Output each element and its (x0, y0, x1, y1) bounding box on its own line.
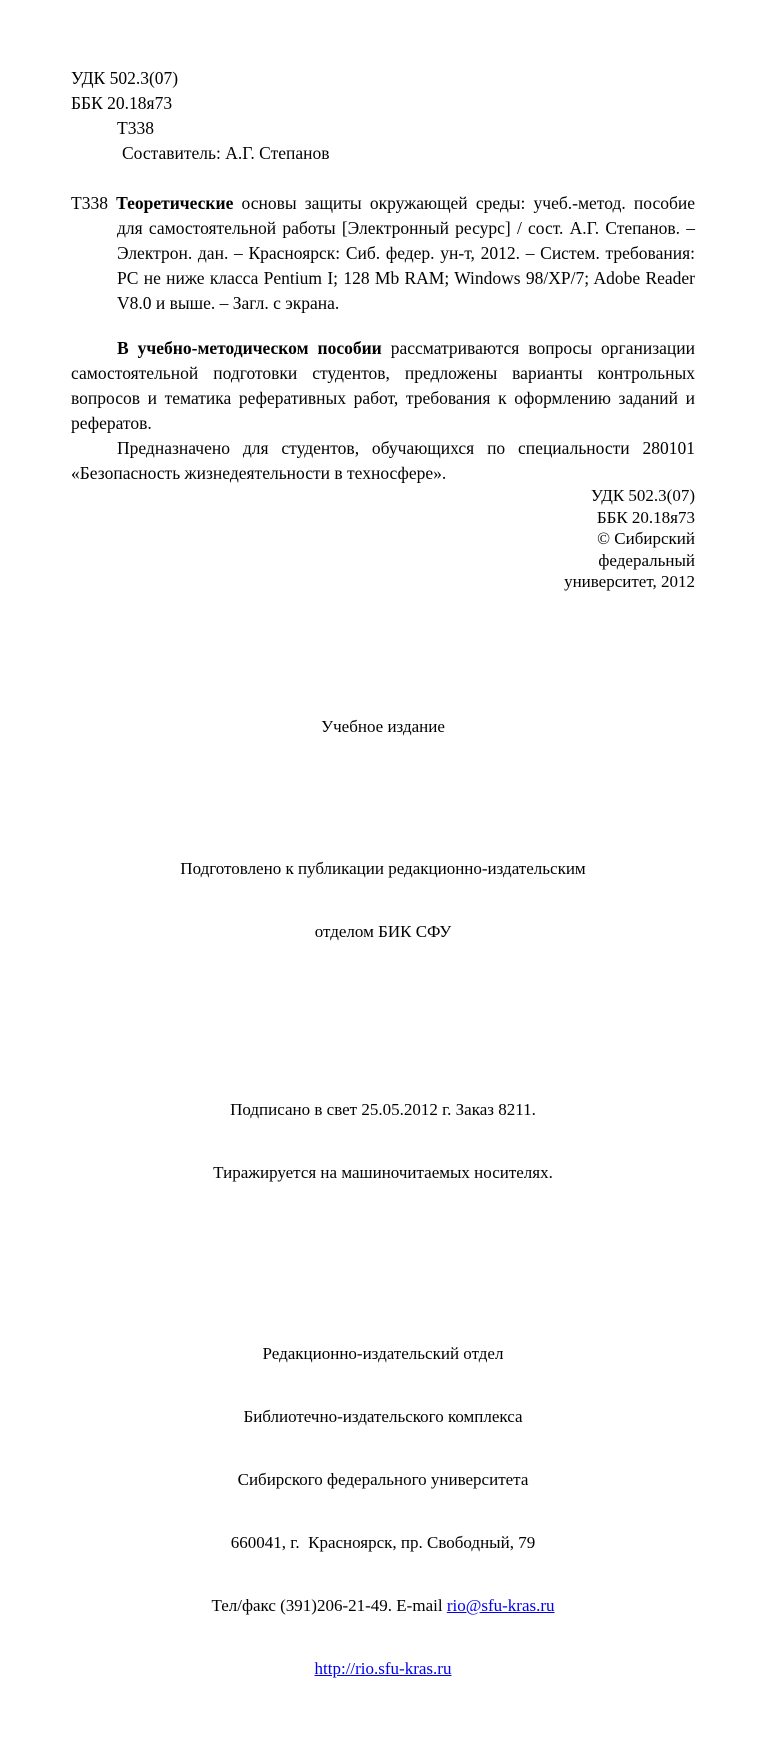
annotation-paragraph-1 (71, 336, 695, 436)
biblio-title-bold: Теоретические (116, 193, 234, 213)
bibliographic-record (71, 191, 695, 316)
annotation (71, 336, 695, 486)
publisher-line: Библиотечно-издательского комплекса (243, 1407, 523, 1426)
edition-type: Учебное издание (321, 717, 445, 736)
biblio-author-sign: Т338 (71, 193, 108, 213)
biblio-text: основы защиты окружающей среды: учеб.-метод. пособие для самостоятельной работы [Электронный ресурс] / сост. А.Г. Степанов. – Электрон. дан. – Красноярск: Сиб. федер. ун-т, 2012. – Систем. требования: PC не ниже класса Pentium I; 128 Mb RAM; Windows 98/XP/7; Adobe Reader V8.0 и выше. – Загл. с экрана. (117, 193, 696, 313)
annotation-paragraph-2: Предназначено для студентов, обучающихся по специальности 280101 «Безопасность жизнедеятельности в техносфере». (71, 438, 695, 483)
website-line (71, 1658, 695, 1679)
prepared-by-block (71, 816, 695, 984)
copyright-line: © Сибирский (597, 529, 695, 548)
signed-to-print-block (71, 1057, 695, 1225)
prepared-line: отделом БИК СФУ (314, 922, 452, 941)
prepared-line: Подготовлено к публикации редакционно-издательским (180, 859, 586, 878)
copyright-line: университет, 2012 (564, 572, 695, 591)
annotation-bold-lead: В учебно-методическом пособии (117, 338, 382, 358)
copyright-udc-code: УДК 502.3(07) (590, 486, 695, 505)
compiler-line: Составитель: А.Г. Степанов (122, 143, 330, 163)
copyright-bbk-code: ББК 20.18я73 (596, 507, 695, 527)
copyright-block (71, 485, 695, 593)
publisher-block (71, 1301, 695, 1721)
signed-line: Подписано в свет 25.05.2012 г. Заказ 8211. (230, 1100, 536, 1119)
annotation-paragraph-1-text: рассматриваются вопросы организации самостоятельной подготовки студентов, предложены варианты контрольных вопросов и тематика реферативных работ, требования к оформлению заданий и рефератов. (71, 338, 695, 433)
author-sign: Т338 (117, 118, 154, 138)
bbk-code: ББК 20.18я73 (71, 93, 173, 113)
classification-codes (71, 66, 330, 166)
signed-line: Тиражируется на машиночитаемых носителях. (213, 1163, 553, 1182)
udc-code: УДК 502.3(07) (71, 68, 179, 88)
email-link[interactable]: rio@sfu-kras.ru (446, 1596, 555, 1615)
publisher-line: Сибирского федерального университета (237, 1470, 529, 1489)
imprint-section (71, 674, 695, 1763)
contact-prefix: Тел/факс (391)206-21-49. E-mail (211, 1596, 447, 1615)
website-link[interactable]: http://rio.sfu-kras.ru (314, 1659, 452, 1678)
publisher-address: 660041, г. Красноярск, пр. Свободный, 79 (230, 1533, 536, 1552)
contact-line (71, 1595, 695, 1616)
copyright-line: федеральный (598, 550, 695, 570)
publisher-line: Редакционно-издательский отдел (262, 1344, 504, 1363)
